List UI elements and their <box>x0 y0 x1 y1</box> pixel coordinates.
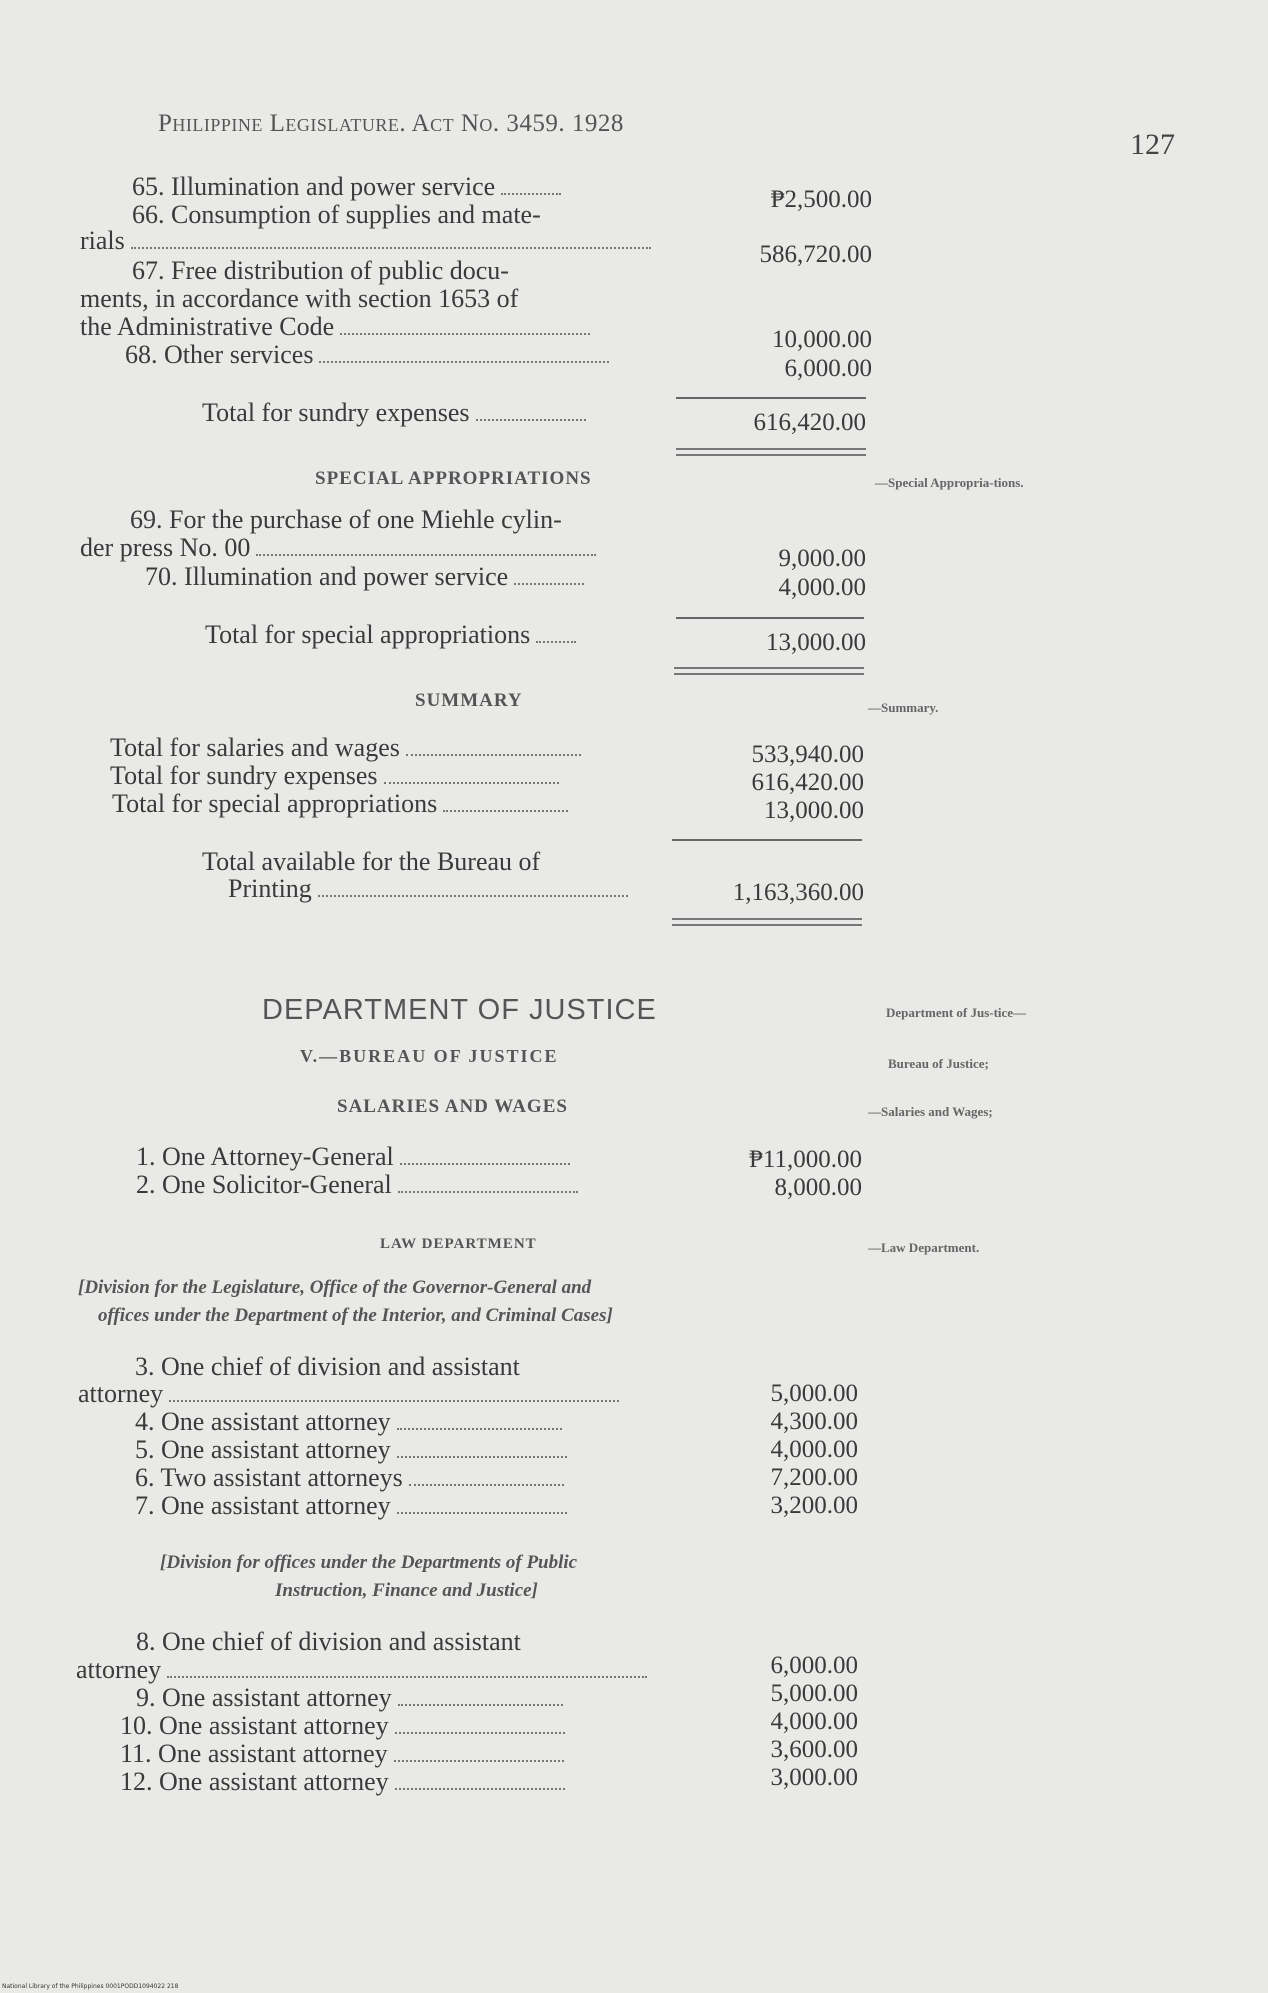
law-amount-12: 3,000.00 <box>770 1764 858 1791</box>
special-amount-70: 4,000.00 <box>778 574 866 601</box>
sundry-total-amount: 616,420.00 <box>753 409 866 436</box>
law-amount-8: 6,000.00 <box>770 1652 858 1679</box>
law-line-6: 6. Two assistant attorneys <box>135 1463 564 1492</box>
sundry-amount-68: 6,000.00 <box>784 355 872 382</box>
summary-line-special: Total for special appropriations <box>112 789 568 818</box>
law-amount-10: 4,000.00 <box>770 1708 858 1735</box>
scan-credit: National Library of the Philippines 0001PODD1094022 218 <box>2 1983 179 1990</box>
summary-total-amount: 1,163,360.00 <box>732 879 864 906</box>
law-heading: LAW DEPARTMENT <box>380 1236 537 1252</box>
special-total-amount: 13,000.00 <box>766 629 866 656</box>
justice-amount-2: 8,000.00 <box>774 1174 862 1201</box>
summary-amount-salaries: 533,940.00 <box>751 741 864 768</box>
law-line-10: 10. One assistant attorney <box>120 1711 565 1740</box>
law-amount-7: 3,200.00 <box>770 1492 858 1519</box>
law-amount-6: 7,200.00 <box>770 1464 858 1491</box>
special-line-70: 70. Illumination and power service <box>145 562 584 591</box>
special-subtotal-rule <box>676 617 864 619</box>
sundry-line-66b: rials <box>80 226 651 255</box>
special-total-label: Total for special appropriations <box>205 620 576 649</box>
division-1-line-2: offices under the Department of the Interior, and Criminal Cases] <box>98 1305 613 1326</box>
special-line-69b: der press No. 00 <box>80 533 596 562</box>
sundry-line-67b: ments, in accordance with section 1653 of <box>80 284 519 313</box>
law-line-3: 3. One chief of division and assistant <box>135 1352 520 1381</box>
sundry-line-67c: the Administrative Code <box>80 312 590 341</box>
law-amount-4: 4,300.00 <box>770 1408 858 1435</box>
law-line-5: 5. One assistant attorney <box>135 1435 567 1464</box>
division-2-line-1: [Division for offices under the Departments of Public <box>160 1552 578 1573</box>
law-amount-5: 4,000.00 <box>770 1436 858 1463</box>
sundry-line-65: 65. Illumination and power service <box>132 172 561 201</box>
law-margin-note: —Law Department. <box>868 1240 980 1255</box>
special-total-double-rule <box>674 667 864 675</box>
sundry-total-label: Total for sundry expenses <box>202 398 586 427</box>
sundry-line-66: 66. Consumption of supplies and mate- <box>132 200 541 229</box>
summary-amount-special: 13,000.00 <box>764 797 864 824</box>
sundry-total-double-rule <box>676 448 866 456</box>
summary-amount-sundry: 616,420.00 <box>751 769 864 796</box>
sundry-amount-65: ₱2,500.00 <box>770 186 872 213</box>
bureau-margin-note: Bureau of Justice; <box>888 1056 989 1071</box>
law-line-4: 4. One assistant attorney <box>135 1407 562 1436</box>
summary-total-label-1: Total available for the Bureau of <box>202 847 541 876</box>
law-line-12: 12. One assistant attorney <box>120 1767 565 1796</box>
law-line-8: 8. One chief of division and assistant <box>136 1627 521 1656</box>
sundry-amount-67: 10,000.00 <box>772 326 872 353</box>
sundry-subtotal-rule <box>676 397 866 399</box>
bureau-heading: V.—BUREAU OF JUSTICE <box>300 1046 559 1066</box>
justice-amount-1: ₱11,000.00 <box>749 1146 862 1173</box>
law-line-9: 9. One assistant attorney <box>136 1683 563 1712</box>
page-number: 127 <box>1130 128 1175 161</box>
sundry-amount-66: 586,720.00 <box>759 241 872 268</box>
summary-line-salaries: Total for salaries and wages <box>110 733 581 762</box>
summary-line-sundry: Total for sundry expenses <box>110 761 559 790</box>
summary-total-label-2: Printing <box>228 874 628 903</box>
special-line-69: 69. For the purchase of one Miehle cylin- <box>130 505 562 534</box>
law-line-3b: attorney <box>78 1379 619 1408</box>
special-amount-69: 9,000.00 <box>778 545 866 572</box>
summary-heading: SUMMARY <box>415 690 523 711</box>
summary-total-double-rule <box>672 918 862 926</box>
salaries-margin-note: —Salaries and Wages; <box>868 1104 993 1119</box>
summary-margin-note: —Summary. <box>868 700 939 715</box>
justice-line-2: 2. One Solicitor-General <box>136 1170 578 1199</box>
law-amount-3: 5,000.00 <box>770 1380 858 1407</box>
special-margin-note: —Special Appropria-tions. <box>875 475 1024 490</box>
salaries-heading: SALARIES AND WAGES <box>337 1096 568 1117</box>
law-line-8b: attorney <box>76 1655 647 1684</box>
special-heading: SPECIAL APPROPRIATIONS <box>315 468 592 489</box>
law-line-11: 11. One assistant attorney <box>120 1739 564 1768</box>
department-title: DEPARTMENT OF JUSTICE <box>262 994 657 1026</box>
law-line-7: 7. One assistant attorney <box>135 1491 567 1520</box>
justice-line-1: 1. One Attorney-General <box>136 1142 570 1171</box>
summary-subtotal-rule <box>672 839 862 841</box>
division-1-line-1: [Division for the Legislature, Office of the Governor-General and <box>78 1277 592 1298</box>
law-amount-11: 3,600.00 <box>770 1736 858 1763</box>
department-margin-note: Department of Jus-tice— <box>886 1005 1027 1020</box>
law-amount-9: 5,000.00 <box>770 1680 858 1707</box>
sundry-line-67: 67. Free distribution of public docu- <box>132 256 509 285</box>
sundry-line-68: 68. Other services <box>125 340 609 369</box>
running-head: Philippine Legislature. Act No. 3459. 1928 <box>158 110 624 137</box>
division-2-line-2: Instruction, Finance and Justice] <box>275 1580 538 1601</box>
